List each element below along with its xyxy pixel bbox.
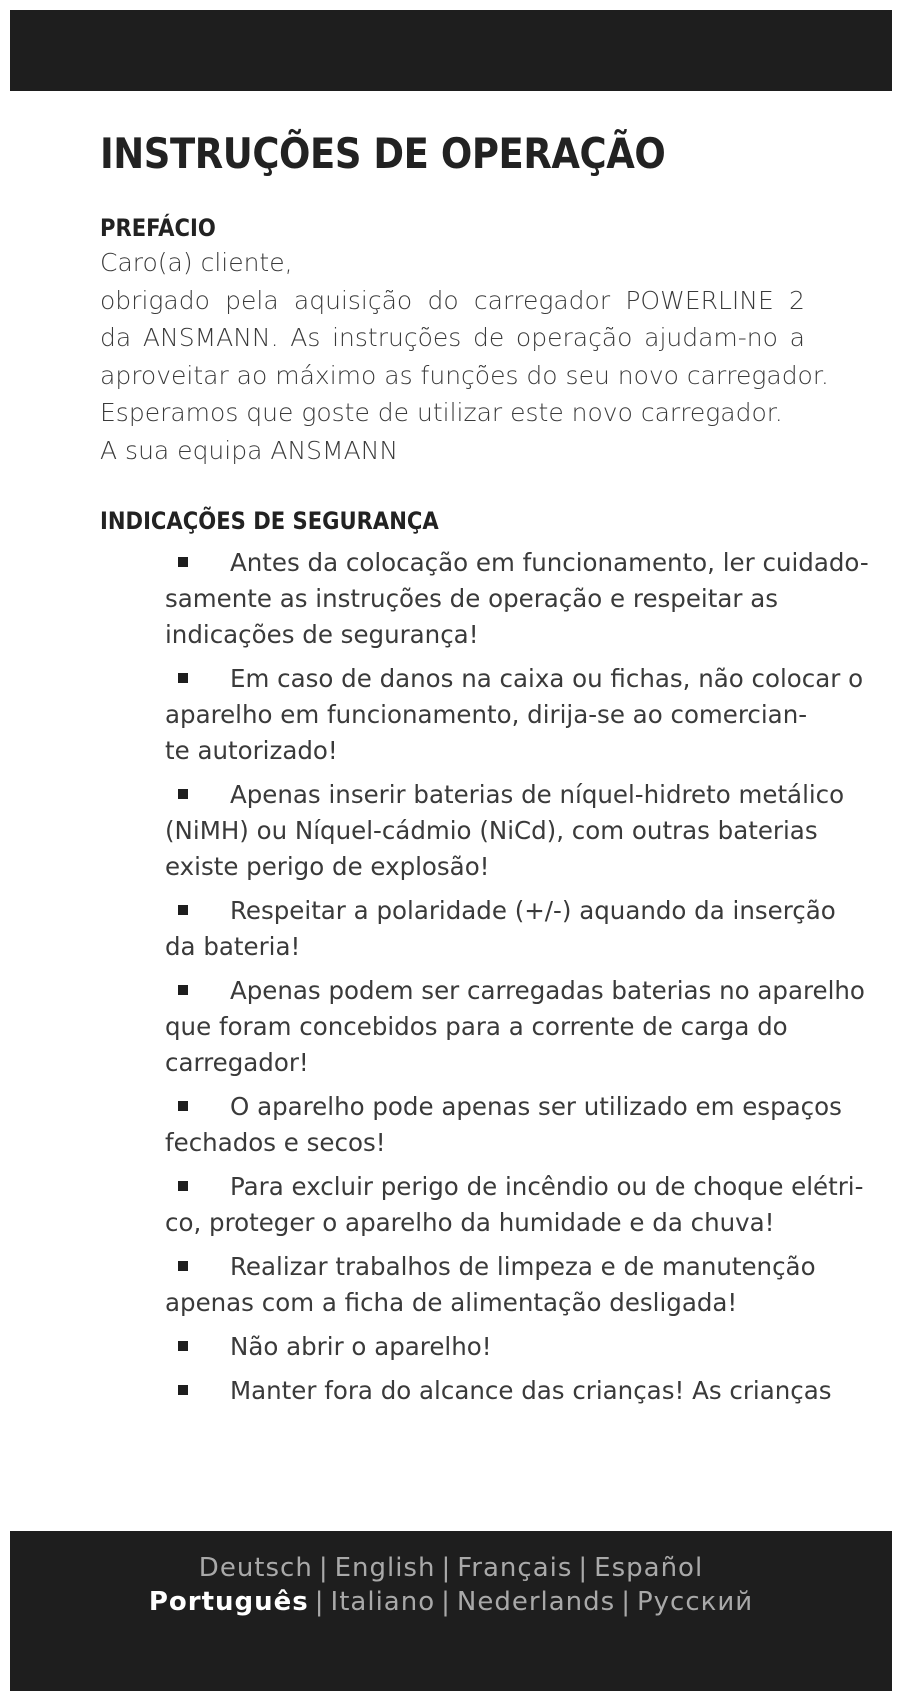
safety-item xyxy=(165,1169,864,1241)
bullet-square-icon xyxy=(178,557,188,567)
safety-item xyxy=(165,545,869,653)
bullet-square-icon xyxy=(178,985,188,995)
bullet-square-icon xyxy=(178,1385,188,1395)
language-link-nederlands[interactable]: Nederlands xyxy=(456,1587,616,1617)
language-link-francais[interactable]: Français xyxy=(457,1553,573,1583)
preface-word: do xyxy=(427,285,459,315)
preface-word: ANSMANN. xyxy=(142,323,279,353)
page-title: INSTRUÇÕES DE OPERAÇÃO xyxy=(100,129,666,178)
language-separator: | xyxy=(318,1553,329,1583)
safety-item-line: Respeitar a polaridade (+/-) aquando da inserção xyxy=(230,896,836,926)
safety-item-line: co, proteger o aparelho da humidade e da chuva! xyxy=(165,1208,775,1238)
safety-item-line: existe perigo de explosão! xyxy=(165,852,490,882)
safety-item-line: apenas com a ficha de alimentação desligada! xyxy=(165,1288,738,1318)
safety-item-line: indicações de segurança! xyxy=(165,620,479,650)
language-separator: | xyxy=(621,1587,631,1617)
safety-item-line: Não abrir o aparelho! xyxy=(230,1332,492,1362)
preface-word: da xyxy=(100,323,132,353)
language-separator: | xyxy=(578,1553,589,1583)
safety-item-line: O aparelho pode apenas ser utilizado em espaços xyxy=(230,1092,842,1122)
language-link-deutsch[interactable]: Deutsch xyxy=(198,1553,313,1583)
content-area xyxy=(100,129,869,1417)
preface-word: carregador xyxy=(473,285,611,315)
language-separator: | xyxy=(441,1587,451,1617)
safety-item xyxy=(165,1373,855,1409)
preface-line-1 xyxy=(100,282,805,320)
preface-line-4: Esperamos que goste de utilizar este novo carregador. xyxy=(100,398,783,428)
preface-word: 2 xyxy=(789,285,805,315)
safety-item-line: samente as instruções de operação e respeitar as xyxy=(165,584,778,614)
bullet-square-icon xyxy=(178,789,188,799)
preface-line-2 xyxy=(100,319,805,357)
preface-word: operação xyxy=(515,323,633,353)
language-link-[interactable]: Русский xyxy=(636,1587,754,1617)
safety-item xyxy=(165,1089,855,1161)
preface-word: POWERLINE xyxy=(625,285,774,315)
language-separator: | xyxy=(441,1553,452,1583)
preface-word: de xyxy=(472,323,505,353)
bullet-square-icon xyxy=(178,1181,188,1191)
language-row-2 xyxy=(10,1587,892,1617)
safety-item-line: Realizar trabalhos de limpeza e de manutenção xyxy=(230,1252,816,1282)
preface-word: pela xyxy=(225,285,279,315)
preface-signature: A sua equipa ANSMANN xyxy=(100,435,399,465)
language-footer xyxy=(10,1531,892,1691)
language-link-portugues[interactable]: Português xyxy=(148,1587,309,1617)
preface-heading: PREFÁCIO xyxy=(100,214,216,243)
safety-item-line: da bateria! xyxy=(165,932,301,962)
preface-text xyxy=(100,244,829,469)
preface-word: As xyxy=(290,323,321,353)
safety-item-line: Apenas podem ser carregadas baterias no aparelho xyxy=(230,976,865,1006)
preface-word: ajudam-no xyxy=(644,323,778,353)
language-link-espanol[interactable]: Español xyxy=(594,1553,704,1583)
language-link-english[interactable]: English xyxy=(334,1553,436,1583)
safety-item-line: Em caso de danos na caixa ou fichas, não colocar o xyxy=(230,664,864,694)
safety-item xyxy=(165,1329,855,1365)
safety-item-line: (NiMH) ou Níquel-cádmio (NiCd), com outras baterias xyxy=(165,816,818,846)
safety-item-line: Manter fora do alcance das crianças! As crianças xyxy=(230,1376,832,1406)
preface-line-3: aproveitar ao máximo as funções do seu novo carregador. xyxy=(100,360,829,390)
safety-item-line: te autorizado! xyxy=(165,736,338,766)
safety-list xyxy=(165,545,869,1409)
safety-item xyxy=(165,973,865,1081)
safety-item-line: que foram concebidos para a corrente de carga do xyxy=(165,1012,788,1042)
safety-item-line: Para excluir perigo de incêndio ou de choque elétri- xyxy=(230,1172,864,1202)
safety-item xyxy=(165,777,855,885)
safety-item-line: Apenas inserir baterias de níquel-hidreto metálico xyxy=(230,780,845,810)
preface-word: a xyxy=(789,323,805,353)
bullet-square-icon xyxy=(178,1341,188,1351)
preface-greeting: Caro(a) cliente, xyxy=(100,248,293,278)
safety-item-line: aparelho em funcionamento, dirija-se ao comercian- xyxy=(165,700,808,730)
language-row-1 xyxy=(10,1553,892,1583)
preface-word: aquisição xyxy=(293,285,413,315)
language-separator: | xyxy=(314,1587,325,1617)
bullet-square-icon xyxy=(178,1101,188,1111)
top-header-band xyxy=(10,10,892,91)
preface-word: obrigado xyxy=(100,285,210,315)
safety-heading: INDICAÇÕES DE SEGURANÇA xyxy=(100,507,439,536)
bullet-square-icon xyxy=(178,673,188,683)
safety-item xyxy=(165,661,864,769)
bullet-square-icon xyxy=(178,1261,188,1271)
safety-item-line: Antes da colocação em funcionamento, ler cuidado- xyxy=(230,548,869,578)
bullet-square-icon xyxy=(178,905,188,915)
safety-item xyxy=(165,893,855,965)
safety-item xyxy=(165,1249,855,1321)
safety-item-line: carregador! xyxy=(165,1048,309,1078)
safety-item-line: fechados e secos! xyxy=(165,1128,386,1158)
language-link-italiano[interactable]: Italiano xyxy=(330,1587,436,1617)
preface-word: instruções xyxy=(332,323,462,353)
